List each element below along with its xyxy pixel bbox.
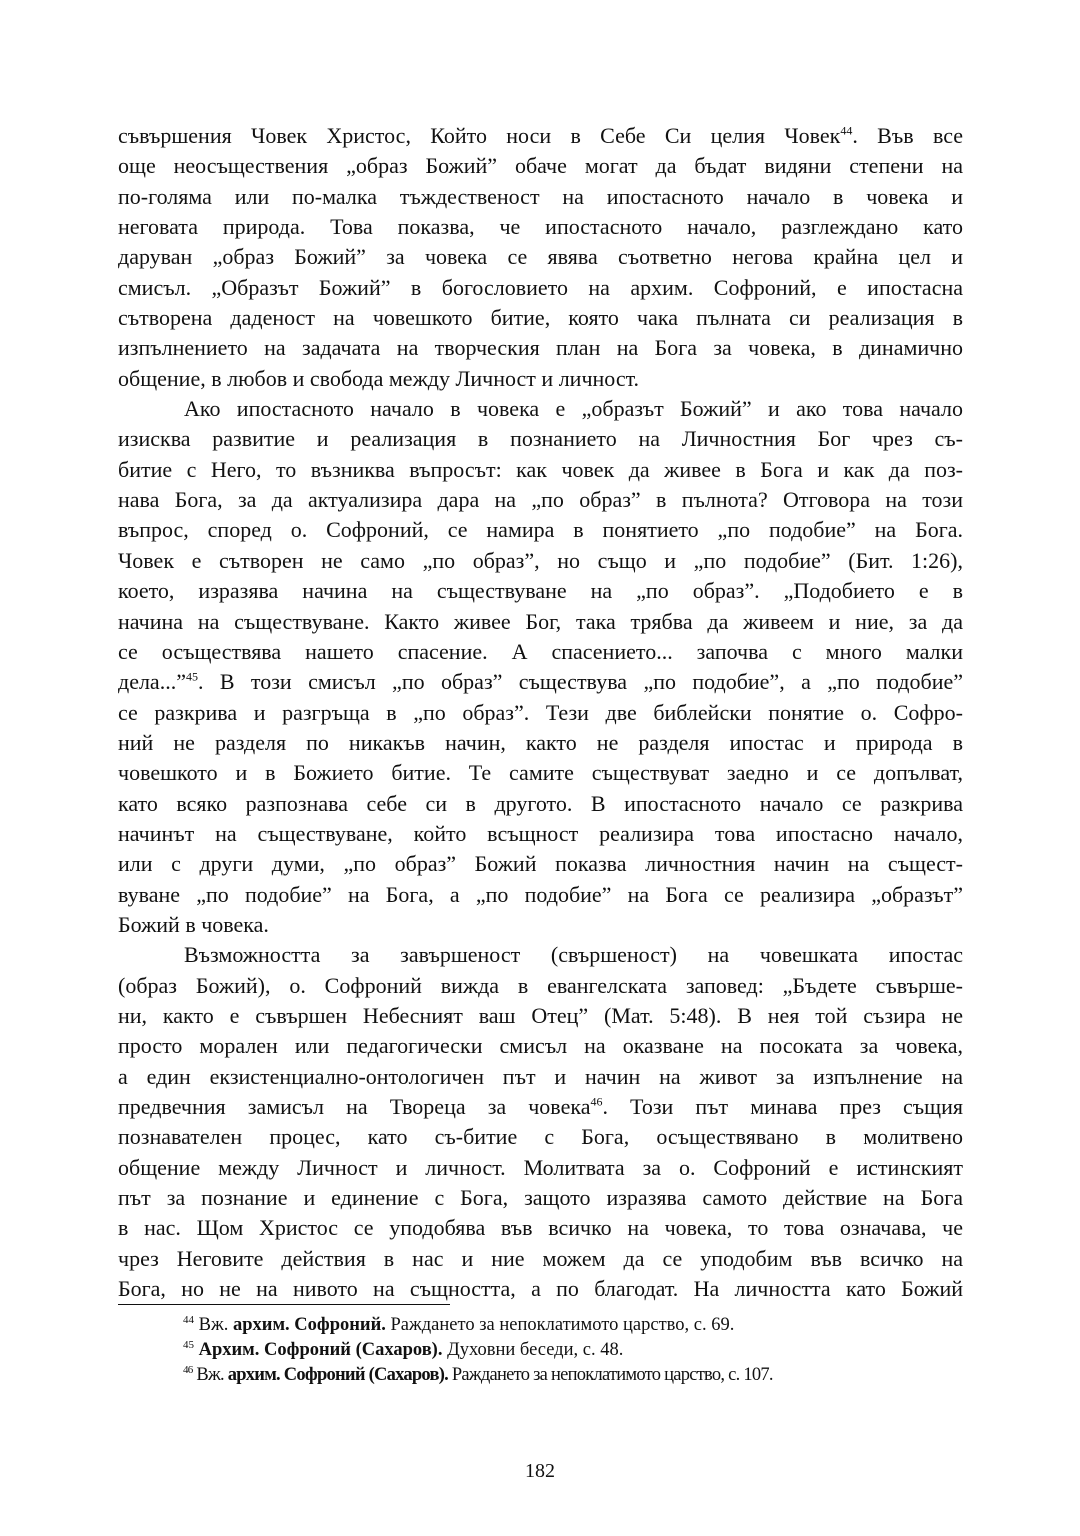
text-line <box>118 667 963 697</box>
text-line <box>118 455 963 485</box>
text-segment: познавателен процес, като съ-битие с Бога, осъществявано в молитвено <box>118 1124 963 1150</box>
text-segment: предвечния замисъл на Твореца за човека <box>118 1094 591 1119</box>
text-line <box>118 121 963 151</box>
text-line <box>118 1153 963 1183</box>
footnote-text: Духовни беседи, с. 48. <box>442 1340 624 1360</box>
text-segment: . Във все <box>852 123 963 148</box>
text-line <box>118 546 963 576</box>
text-segment: човешкото и в Божието битие. Те самите съществуват заедно и се допълват, <box>118 760 963 786</box>
text-line <box>118 212 963 242</box>
footnote-author: Архим. Софроний (Сахаров). <box>198 1340 443 1360</box>
footnote-number: 44 <box>183 1313 194 1326</box>
text-line <box>118 303 963 333</box>
paragraph <box>118 121 963 394</box>
footnote-separator <box>118 1304 450 1305</box>
text-line <box>118 182 963 212</box>
text-line <box>118 515 963 545</box>
text-segment: Възможността за завършеност (свършеност) на човешката ипостас <box>184 942 963 968</box>
footnote-ref: 45 <box>185 669 198 684</box>
page-number: 182 <box>525 1460 555 1482</box>
paragraph <box>118 940 963 1304</box>
footnote-number: 45 <box>183 1338 194 1351</box>
text-line <box>118 758 963 788</box>
text-segment: битие с Него, то възниква въпросът: как човек да живее в Бога и как да поз- <box>118 456 963 482</box>
footnote-text: Раждането за непоклатимото царство, с. 69. <box>385 1315 735 1335</box>
footnote-author: архим. Софроний (Сахаров). <box>227 1365 448 1385</box>
text-line <box>118 364 963 394</box>
text-line <box>118 394 963 424</box>
text-line <box>118 1244 963 1274</box>
text-segment: въпрос, според о. Софроний, се намира в понятието „по подобие” на Бога. <box>118 517 963 543</box>
text-line <box>118 728 963 758</box>
footnote-text: Вж. <box>192 1365 228 1385</box>
text-line <box>118 971 963 1001</box>
text-segment: се осъществява нашето спасение. А спасението... започва с много малки <box>118 638 963 664</box>
text-segment: (образ Божий), о. Софроний вижда в евангелската заповед: „Бъдете съвърше- <box>118 972 963 998</box>
text-line <box>118 1183 963 1213</box>
text-line <box>118 637 963 667</box>
text-line <box>118 819 963 849</box>
text-segment: дела...” <box>118 669 186 695</box>
text-segment: общение между Личност и личност. Молитвата за о. Софроний е истинският <box>118 1154 963 1180</box>
text-segment: в нас. Щом Христос се уподобява във всичко на човека, то това означава, че <box>118 1215 963 1241</box>
text-segment: изисква развитие и реализация в познанието на Личностния Бог чрез съ- <box>118 426 963 452</box>
text-line <box>118 424 963 454</box>
text-line <box>118 273 963 303</box>
text-segment: Човек е сътворен не само „по образ”, но също и „по подобие” (Бит. 1:26), <box>118 547 963 573</box>
text-segment: ний не разделя по никакъв начин, както не разделя ипостас и природа в <box>118 729 963 755</box>
text-line <box>118 151 963 181</box>
text-segment: ни, както е съвършен Небесният ваш Отец” (Мат. 5:48). В нея той съзира не <box>118 1002 963 1028</box>
text-line <box>118 1274 963 1304</box>
text-segment: даруван „образ Божий” за човека се явява съответно негова крайна цел и <box>118 244 963 270</box>
text-segment: Ако ипостасното начало в човека е „образът Божий” и ако това начало <box>184 396 963 422</box>
text-segment: като всяко разпознава себе си в другото. В ипостасното начало се разкрива <box>118 790 963 816</box>
text-segment: начинът на съществуване, който всъщност реализира това ипостасно начало, <box>118 820 963 846</box>
text-segment: път за познание и единение с Бога, защото изразява самото действие на Бога <box>118 1185 963 1211</box>
text-segment: общение, в любов и свобода между Личност и личност. <box>118 365 640 391</box>
footnotes <box>183 1313 963 1388</box>
text-segment: смисъл. „Образът Божий” в богословието на архим. Софроний, е ипостасна <box>118 274 963 300</box>
text-segment: по-голяма или по-малка тъждественост на ипостасното начало в човека и <box>118 183 963 209</box>
footnote-text: Раждането за непоклатимото царство, с. 107. <box>447 1365 773 1385</box>
text-line <box>118 1001 963 1031</box>
footnote <box>183 1363 963 1388</box>
text-segment: или с други думи, „по образ” Божий показва личностния начин на същест- <box>118 851 963 877</box>
text-line <box>118 849 963 879</box>
text-segment: . Този път минава през същия <box>602 1094 963 1119</box>
text-segment: се разкрива и разгръща в „по образ”. Тези две библейски понятие о. Софро- <box>118 699 963 725</box>
text-line <box>118 1122 963 1152</box>
main-text <box>118 121 963 1304</box>
text-segment: още неосъществения „образ Божий” обаче могат да бъдат видяни степени на <box>118 153 963 179</box>
text-segment: неговата природа. Това показва, че ипостасното начало, разглеждано като <box>118 214 963 240</box>
text-segment: сътворена даденост на човешкото битие, която чака пълната си реализация в <box>118 305 963 331</box>
text-line <box>118 485 963 515</box>
text-line <box>118 1062 963 1092</box>
footnote-text: Вж. <box>194 1315 233 1335</box>
text-line <box>118 1213 963 1243</box>
text-segment: . В този смисъл „по образ” съществува „по подобие”, а „по подобие” <box>197 669 963 695</box>
text-segment: съвършения Човек Христос, Който носи в Себе Си целия Човек <box>118 123 841 148</box>
text-segment: начина на съществуване. Както живее Бог, така трябва да живеем и ние, за да <box>118 608 963 634</box>
text-line <box>118 333 963 363</box>
text-line <box>118 242 963 272</box>
footnote-author: архим. Софроний. <box>233 1315 386 1335</box>
paragraph <box>118 394 963 940</box>
text-segment: Бога, но не на нивото на същността, а по благодат. На личността като Божий <box>118 1276 963 1302</box>
footnote-ref: 46 <box>590 1094 603 1109</box>
text-line <box>118 607 963 637</box>
text-line <box>118 940 963 970</box>
text-segment: Божий в човека. <box>118 911 269 937</box>
text-segment: чрез Неговите действия в нас и ние можем да се уподобим във всичко на <box>118 1245 963 1271</box>
text-segment: изпълнението на задачата на творческия план на Бога за човека, в динамично <box>118 335 963 361</box>
text-segment: вуване „по подобие” на Бога, а „по подобие” на Бога се реализира „образът” <box>118 881 963 907</box>
text-segment: нава Бога, за да актуализира дара на „по образ” в пълнота? Отговора на този <box>118 487 963 513</box>
text-segment: просто морален или педагогически смисъл на оказване на посоката за човека, <box>118 1033 963 1059</box>
text-line <box>118 576 963 606</box>
text-segment: а един екзистенциално-онтологичен път и начин на живот за изпълнение на <box>118 1063 963 1089</box>
text-line <box>118 789 963 819</box>
footnote-number: 46 <box>183 1363 193 1376</box>
footnote-ref: 44 <box>840 123 853 138</box>
text-line <box>118 1092 963 1122</box>
text-line <box>118 698 963 728</box>
text-segment: което, изразява начина на съществуване на „по образ”. „Подобието е в <box>118 578 963 604</box>
footnote <box>183 1338 963 1363</box>
footnote <box>183 1313 963 1338</box>
text-line <box>118 1031 963 1061</box>
text-line <box>118 910 963 940</box>
text-line <box>118 880 963 910</box>
